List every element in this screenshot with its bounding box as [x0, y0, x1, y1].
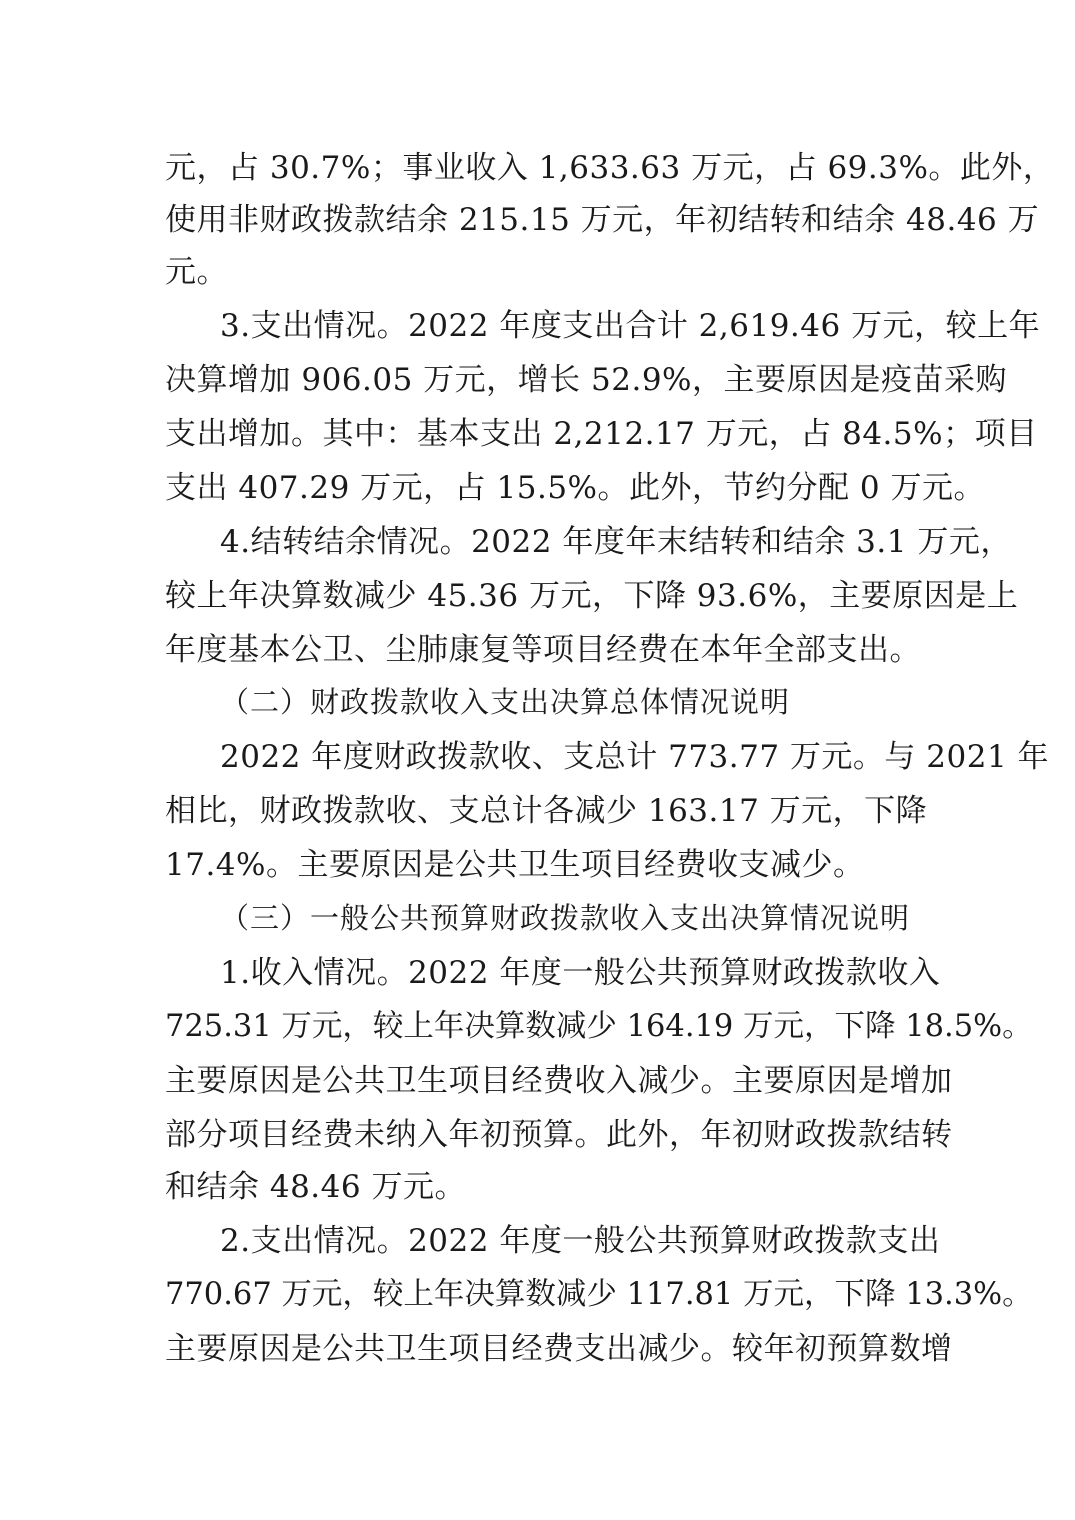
text-line: 770.67 万元，较上年决算数减少 117.81 万元，下降 13.3%。: [165, 1277, 1033, 1312]
text-line: 年度基本公卫、尘肺康复等项目经费在本年全部支出。: [165, 632, 921, 668]
text-line: 3.支出情况。2022 年度支出合计 2,619.46 万元，较上年: [220, 308, 1041, 344]
text-line: 支出增加。其中：基本支出 2,212.17 万元，占 84.5%；项目: [165, 416, 1038, 452]
text-line: 主要原因是公共卫生项目经费收入减少。主要原因是增加: [165, 1063, 953, 1099]
text-line: 支出 407.29 万元，占 15.5%。此外，节约分配 0 万元。: [165, 470, 985, 506]
text-line: 部分项目经费未纳入年初预算。此外，年初财政拨款结转: [165, 1117, 953, 1153]
text-line: 元。: [165, 254, 228, 290]
text-line: 元，占 30.7%；事业收入 1,633.63 万元，占 69.3%。此外，: [165, 150, 1055, 186]
text-line: 725.31 万元，较上年决算数减少 164.19 万元，下降 18.5%。: [165, 1009, 1033, 1044]
text-line: 使用非财政拨款结余 215.15 万元，年初结转和结余 48.46 万: [165, 202, 1040, 238]
text-line: 和结余 48.46 万元。: [165, 1169, 466, 1205]
text-line: 2.支出情况。2022 年度一般公共预算财政拨款支出: [220, 1223, 941, 1259]
text-line: 1.收入情况。2022 年度一般公共预算财政拨款收入: [220, 955, 941, 991]
text-line: 17.4%。主要原因是公共卫生项目经费收支减少。: [165, 847, 865, 883]
text-line: 相比，财政拨款收、支总计各减少 163.17 万元，下降: [165, 793, 928, 829]
section-heading: （三）一般公共预算财政拨款收入支出决算情况说明: [220, 901, 911, 935]
text-line: 决算增加 906.05 万元，增长 52.9%，主要原因是疫苗采购: [165, 362, 1008, 398]
text-line: 2022 年度财政拨款收、支总计 773.77 万元。与 2021 年: [220, 739, 1050, 775]
text-line: 较上年决算数减少 45.36 万元，下降 93.6%，主要原因是上: [165, 578, 1019, 614]
section-heading: （二）财政拨款收入支出决算总体情况说明: [220, 685, 791, 719]
text-line: 主要原因是公共卫生项目经费支出减少。较年初预算数增: [165, 1331, 953, 1367]
text-line: 4.结转结余情况。2022 年度年末结转和结余 3.1 万元，: [220, 524, 1012, 560]
